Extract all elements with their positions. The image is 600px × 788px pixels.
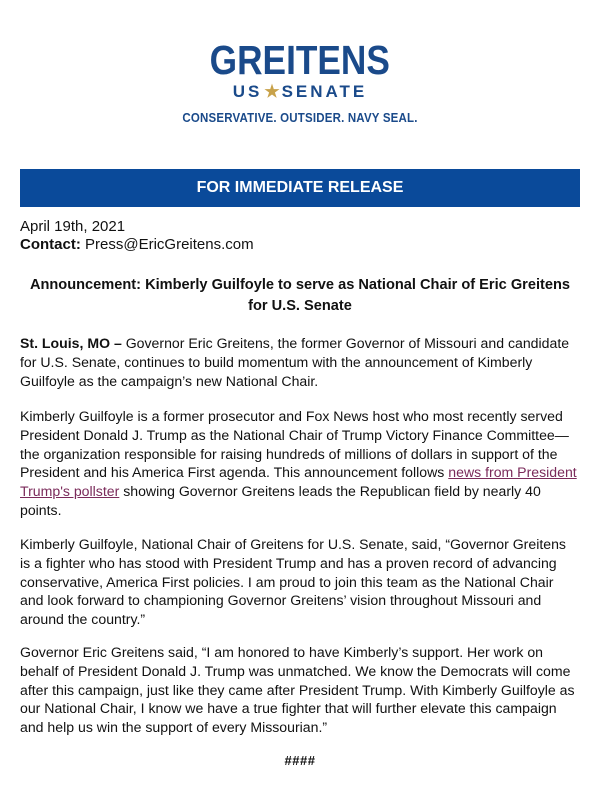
release-date: April 19th, 2021 bbox=[20, 218, 126, 235]
logo-tagline: CONSERVATIVE. OUTSIDER. NAVY SEAL. bbox=[182, 111, 418, 125]
paragraph-2-text-before: Kimberly Guilfoyle is a former prosecutor and Fox News host who most recently served President Donald J. Trump as the National Chair of Trump Victory Finance Committee—the organization responsible for raising hundreds of millions of dollars in support of the President and his America First agenda. This announcement follows bbox=[20, 408, 569, 481]
paragraph-2 bbox=[20, 407, 580, 520]
paragraph-4: Governor Eric Greitens said, “I am honored to have Kimberly’s support. Her work on behalf of President Donald J. Trump was unmatched. We know the Democrats will come after this campaign, just like they came after President Trump. With Kimberly Guilfoyle as our National Chair, I know we have a true fighter that will further elevate this campaign and help us win the support of every Missourian.” bbox=[20, 644, 575, 736]
release-banner: FOR IMMEDIATE RELEASE bbox=[20, 169, 580, 207]
contact-line bbox=[20, 236, 254, 254]
logo-sub-left: US bbox=[232, 82, 263, 101]
end-mark: #### bbox=[284, 753, 316, 768]
campaign-logo bbox=[0, 38, 600, 102]
contact-label: Contact: bbox=[20, 236, 81, 253]
headline: Announcement: Kimberly Guilfoyle to serve as National Chair of Eric Greitens for U.S. Senate bbox=[29, 277, 571, 314]
paragraph-1 bbox=[20, 334, 580, 390]
contact-email: Press@EricGreitens.com bbox=[85, 236, 254, 253]
star-icon: ★ bbox=[264, 82, 280, 101]
paragraph-2-text-after: showing Governor Greitens leads the Republican field by nearly 40 points. bbox=[20, 483, 541, 518]
paragraph-3: Kimberly Guilfoyle, National Chair of Greitens for U.S. Senate, said, “Governor Greitens is a fighter who has stood with President Trump and has a proven record of advancing conservative, America First policies. I am proud to join this team as the National Chair and look forward to championing Governor Greitens’ vision throughout Missouri and around the country.” bbox=[20, 536, 566, 628]
logo-sub-right: SENATE bbox=[281, 82, 368, 101]
logo-subtitle bbox=[0, 82, 600, 102]
paragraph-1-text: Governor Eric Greitens, the former Governor of Missouri and candidate for U.S. Senate, continues to build momentum with the announcement of Kimberly Guilfoyle as the campaign’s new National Chair. bbox=[20, 335, 570, 389]
logo-name: GREITENS bbox=[209, 37, 391, 83]
dateline: St. Louis, MO – bbox=[20, 335, 122, 351]
pollster-news-link[interactable]: news from President Trump's pollster bbox=[20, 464, 577, 500]
